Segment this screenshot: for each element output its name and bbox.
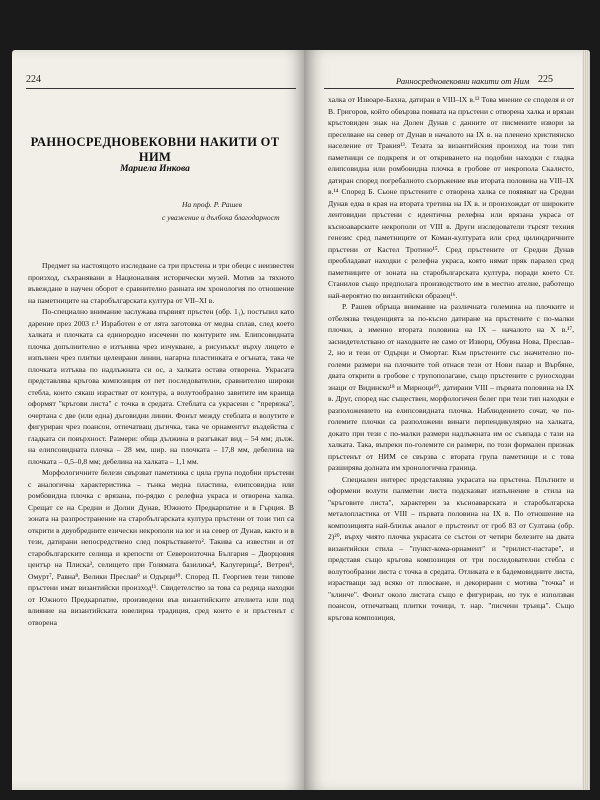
left-body-text bbox=[28, 260, 294, 628]
header-rule-left bbox=[26, 88, 296, 89]
right-body-text bbox=[328, 94, 574, 623]
page-edges bbox=[582, 50, 590, 790]
dedication-line-1: На проф. Р. Рашев bbox=[182, 200, 242, 209]
paragraph: По-специално внимание заслужава първият пръстен (обр. 1₁), постъпил като дарение през 2003 г.¹ Изработен е от лята заготовка от медна сплав, след което халката и плочката са единородно изсечени по контурите им. Елипсовидната плочка допълнително е изтъняна чрез изчукване, а рисунъкът върху лицето е изпълнен чрез плитки целеирани линии, нагарна пластинката е огъната, така че плочката изтъква по надлъжната си ос, а халката остава отворена. Украсата представлява кръгова композиция от пет последователни, сравнително широки стебла, които сякаш израстват от контура, а волутообразно завитите им краища оформят "кръгови листа" с точка в средата. Стеблата са украсени с "прерязка", очертана с две (или една) дъговидни линии. Фонът между стеблата и волутите е фигуриран чрез поансон, отпечатващ дъгичка, така че орнаментът въздейства с гладката си повърхност. Размери: обща дължина в разгъвкат вид – 54 мм; дълж. на елипсовидната плочка – 28 мм, шир. на плочката – 17,8 мм, дебелина на плочката – 0,5–0,8 мм; дебелина на халката – 1,1 мм. bbox=[28, 307, 294, 466]
author-name: Мариела Инкова bbox=[120, 164, 190, 174]
running-head: Ранносредновековни накити от Ним bbox=[396, 76, 530, 86]
paragraph: Специален интерес представлява украсата на пръстена. Плътните и оформени волути палметни листа подсказват изпълнение в стила на "кръговите листа", характерен за късноаварската и старобългарска металопластика от VIII – първата половина на IX в. По отношение на композицията най-близък аналог е пръстенът от гроб 83 от Султана (обр. 2)²⁰, върху чиято плочка украсата се състои от четири белезите на двата византийски стила – "пункт-кома-орнамент" и "трилист-пастаре", и представя също кръгова композиция от три последователни стебла с волутообразни листа с точка в средата. Отликата е в бадемовидните листа, израстващи зад всяко от плюсване, и декорирани с мотива "точка" и "клинче". Фонът около листата също е фигуриран, но тук е използван поансон, отпечатващ плитки точици, т. нар. "писчени тръица". Също кръгова композиция, bbox=[328, 474, 574, 622]
page-number-right: 225 bbox=[538, 74, 553, 85]
dedication-line-2: с уважение и дълбока благодарност bbox=[162, 213, 280, 222]
header-rule-right bbox=[324, 88, 574, 89]
paragraph: халка от Извоаре-Бахна, датиран в VIII–IX в.¹² Това мнение се споделя и от В. Григоров, който обвързва появата на пръстени с отворена халка и врязан кръстовиден знак на Долен Дунав с данните от писмените извори за преселване на север от Дунав в началото на IX в. на пленено християнско население от Тракия¹³. Тезата за византийския произход на този тип паметници се подкрепя и от откриването на подобни находки с гладка елипсовидна или ромбовидна плочка в гробове от некропола Скалисто, датиран според погребалното съоръжение във втората половина на VIII–IX в.¹⁴ Според Б. Сьоне пръстените с отворена халка се появяват на Средни Дунав едва в края на втората третина на IX в. и произхождат от широките лентовидни пръстени с идентична релефна или врязана украса от късноаварските некрополи от VIII в. Други изследователи търсят техния генезис сред паметниците от Коман-културата или сред цилиндричните пръстени от Кастел Тротино¹⁵. Сред пръстените от Средни Дунав преобладават находки с релефна украса, която нямат пряк паралел сред паметниците от зоната на старобългарската култура, поради което Ст. Станилов също предполага производството им в местно ателие, работещо най-вероятно по византийски образец¹⁶. bbox=[328, 95, 574, 300]
open-book bbox=[12, 50, 590, 790]
left-page bbox=[12, 50, 304, 790]
paragraph: Предмет на настоящото изследване са три пръстена и три обеци с неизвестен произход, съхранявани в Националния исторически музей. Мотив за тяхното въвеждане в научен оборот е сравнително ранната им хронология по отношение на паметниците на старобългарската култура от VII–XI в. bbox=[28, 261, 294, 305]
paragraph: Морфологичните белези свързват паметника с цяла група подобни пръстени с аналогична характеристика – тънка медна пластина, елипсовидна или ромбовидна плочка с врязана, по-рядко с релефна украса и отворена халка. Срещат се на Средни и Долни Дунав, Южното Предкарпатие и в Гърция. В зоната на разпространение на старобългарската култура пръстени от този тип са открити в двуобредните езически некрополи на юг и на север от Дунав, както и в тези, датирани непосредствено след покръстването². Такива са известни и от старобългарските селища и крепости от Североизточна България – Дворцовия център на Плиска³, селището при Голямата базилика⁴, Калугерица⁵, Ветрен⁶, Омурт⁷, Равна⁸, Велики Преслав⁹ и Одърци¹⁰. Според П. Георгиев тези типове пръстени имат византийски произход¹¹. Свидетелство за това са редица находки от Южното Предкарпатие, произведени във византийските ателиета или под влияние на византийската ювелирна традиция, сред които е и пръстенът с отворена bbox=[28, 468, 294, 627]
paragraph: Р. Рашев обръща внимание на различната големина на плочките и отбелязва тенденцията за по-късно датиране на пръстените с по-малки плочки, а именно втората половина на IX – началото на X в.¹⁷, заснидетелствано от находките не само от Изворц, Обувна Нова, Преслав–2, но и тези от Одърци и Омортаг. Към пръстените със значително по-големи размери на плочките той отнася тези от Нови пазар и Върбяне, двата открити в гробове с трупополагане, също пръстените с руносходни знаци от Видинско¹⁸ и Мирноци¹⁹, датирани VIII – първата половина на IX в. Друг, според нас съществен, морфологичен белег при тези тип находки е разположението на елипсовидната плочка. Наблюдението сочат, че по-големите плочки са разположени винаги перпендикулярно на халката, докато при тези с по-малки размери надлъжната им ос съвпада с тази на халката. Така, въпреки по-големите си размери, по този формален признак пръстенът от НИМ се свързва с втората група паметници и с това разширява долната им хронологична граница. bbox=[328, 302, 574, 472]
page-number-left: 224 bbox=[26, 74, 41, 85]
article-title: РАННОСРЕДНОВЕКОВНИ НАКИТИ ОТ НИМ bbox=[30, 135, 280, 164]
right-page bbox=[304, 50, 590, 790]
